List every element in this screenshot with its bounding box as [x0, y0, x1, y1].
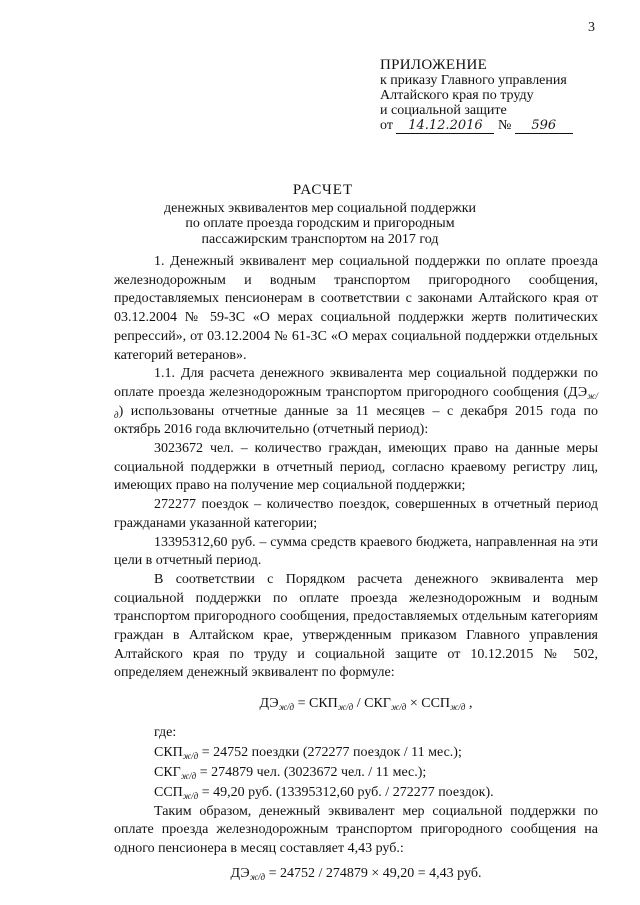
title-subline: денежных эквивалентов мер социальной поддержки	[163, 200, 476, 216]
subscript: ж/д	[182, 790, 199, 801]
subscript: ж/д	[114, 390, 598, 420]
subscript: ж/д	[249, 871, 266, 882]
title-subline: пассажирским транспортом на 2017 год	[201, 231, 439, 247]
subscript: ж/д	[278, 702, 295, 713]
paragraph	[114, 365, 598, 440]
formula-symbol: СКГ	[364, 696, 391, 712]
document-title-block	[0, 183, 640, 247]
paragraph: 1. Денежный эквивалент мер социальной поддержки по оплате проезда железнодорожным и водным транспортом пригородного сообщения, предоставляемых пенсионерам в соответствии с законами Алтайского края от 03.12.2004 № 59-ЗС «О мерах социальной поддержки жертв политических репрессий», от 03.12.2004 № 61-ЗС «О мерах социальной поддержки отдельных категорий ветеранов».	[114, 254, 598, 363]
formula-symbol: СКП	[154, 744, 183, 760]
document-title: РАСЧЕТ	[292, 182, 354, 198]
appendix-line: Алтайского края по труду	[380, 88, 534, 103]
appendix-heading: ПРИЛОЖЕНИЕ	[380, 57, 488, 73]
paragraph: 272277 поездок – количество поездок, совершенных в отчетный период гражданами указанной категории;	[114, 497, 598, 531]
handwritten-date: 14.12.2016	[396, 118, 494, 134]
appendix-block	[380, 58, 573, 134]
formula-operator: ,	[465, 696, 473, 712]
paragraph: 3023672 чел. – количество граждан, имеющих право на данные меры социальной поддержки в отчетный период, согласно краевому регистру лиц, имеющих право на получение мер социальной поддержки;	[114, 441, 598, 494]
result-formula	[114, 865, 598, 884]
definitions-list	[154, 743, 598, 803]
formula-symbol: ССП	[421, 696, 451, 712]
subscript: ж/д	[390, 702, 407, 713]
definition-text: = 24752 поездки (272277 поездок / 11 мес.);	[198, 744, 462, 760]
document-body	[114, 253, 598, 883]
appendix-line: к приказу Главного управления	[380, 73, 567, 88]
formula-operator: =	[294, 696, 309, 712]
result-text: = 24752 / 274879 × 49,20 = 4,43 руб.	[265, 865, 482, 881]
definition-row	[154, 743, 598, 763]
formula-symbol: ДЭ	[230, 865, 250, 881]
title-subline: по оплате проезда городским и пригородным	[185, 216, 455, 231]
subscript: ж/д	[182, 750, 199, 761]
formula-symbol: СКП	[309, 696, 338, 712]
definition-row	[154, 783, 598, 803]
paragraph: Таким образом, денежный эквивалент мер социальной поддержки по оплате проезда железнодорожным транспортом пригородного сообщения на одного пенсионера в месяц составляет 4,43 руб.:	[114, 803, 598, 856]
formula-symbol: ССП	[154, 784, 183, 800]
definition-row	[154, 763, 598, 783]
formula	[114, 695, 598, 714]
paragraph-text: 1.1. Для расчета денежного эквивалента мер социальной поддержки по оплате проезда железнодорожным транспортом пригородного сообщения (ДЭ	[114, 366, 598, 400]
formula-symbol: СКГ	[154, 764, 181, 780]
formula-operator: /	[353, 696, 365, 712]
subscript: ж/д	[180, 770, 197, 781]
paragraph: 13395312,60 руб. – сумма средств краевого бюджета, направленная на эти цели в отчетный период.	[114, 534, 598, 569]
number-label: №	[497, 118, 512, 133]
formula-symbol: ДЭ	[259, 696, 279, 712]
paragraph-text: ) использованы отчетные данные за 11 месяцев – с декабря 2015 года по октябрь 2016 года включительно (отчетный период):	[114, 403, 598, 438]
from-label: от	[380, 118, 393, 133]
appendix-line: и социальной защите	[380, 103, 507, 118]
order-date-number-line	[380, 118, 573, 134]
where-label: где:	[154, 724, 177, 740]
paragraph: В соответствии с Порядком расчета денежного эквивалента мер социальной поддержки по оплате проезда железнодорожным и водным транспортом пригородного сообщения, предоставляемых отдельным категориям граждан в Алтайском крае, утвержденным приказом Главного управления Алтайского края по труду и социальной защите от 10.12.2015 № 502, определяем денежный эквивалент по формуле:	[114, 571, 598, 681]
handwritten-number: 596	[515, 118, 573, 134]
subscript: ж/д	[450, 702, 466, 713]
subscript: ж/д	[337, 702, 354, 713]
formula-operator: ×	[406, 696, 422, 712]
definition-text: = 274879 чел. (3023672 чел. / 11 мес.);	[196, 764, 427, 780]
definition-text: = 49,20 руб. (13395312,60 руб. / 272277 поездок).	[198, 784, 494, 800]
page-number: 3	[588, 20, 595, 35]
